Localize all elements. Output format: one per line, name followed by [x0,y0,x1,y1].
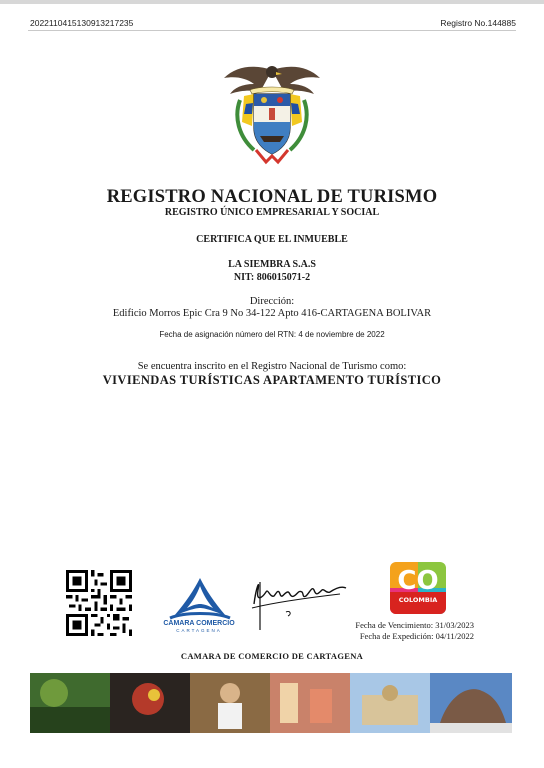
expiry-date: Fecha de Vencimiento: 31/03/2023 [355,620,474,630]
registro-number: Registro No.144885 [440,18,516,28]
page-title: REGISTRO NACIONAL DE TURISMO [106,187,438,207]
assignment-date: Fecha de asignación número del RTN: 4 de noviembre de 2022 [159,330,385,339]
company-nit: NIT: 806015071-2 [233,272,311,283]
colombia-coat-of-arms-icon [220,56,324,166]
colombia-brand-logo [390,562,446,614]
tourism-category: VIVIENDAS TURÍSTICAS APARTAMENTO TURÍSTICO [102,373,442,387]
co-logo-subtext: COLOMBIA [398,596,438,604]
header-divider [28,30,516,31]
issue-date: Fecha de Expedición: 04/11/2022 [359,631,474,641]
page-subtitle: REGISTRO ÚNICO EMPRESARIAL Y SOCIAL [164,207,380,218]
top-border [0,0,544,4]
qr-code-icon[interactable] [66,570,132,636]
chamber-logo-line1: CÁMARA COMERCIO [163,620,235,627]
chamber-logo-line2: CARTAGENA [176,628,222,633]
address-label: Dirección: [249,296,295,307]
issuer-name: CAMARA DE COMERCIO DE CARTAGENA [180,651,364,661]
document-id: 20221104151309132172​35 [30,18,134,28]
registered-as-intro: Se encuentra inscrito en el Registro Nacional de Turismo como: [137,361,407,372]
signature-icon [246,568,350,632]
address-value: Edificio Morros Epic Cra 9 No 34-122 Apto 416-CARTAGENA BOLIVAR [112,308,432,319]
co-logo-text: CO [397,566,439,596]
tourism-photo-banner [30,673,512,733]
company-name: LA SIEMBRA S.A.S [228,259,316,270]
certification-statement: CERTIFICA QUE EL INMUEBLE [196,234,348,245]
